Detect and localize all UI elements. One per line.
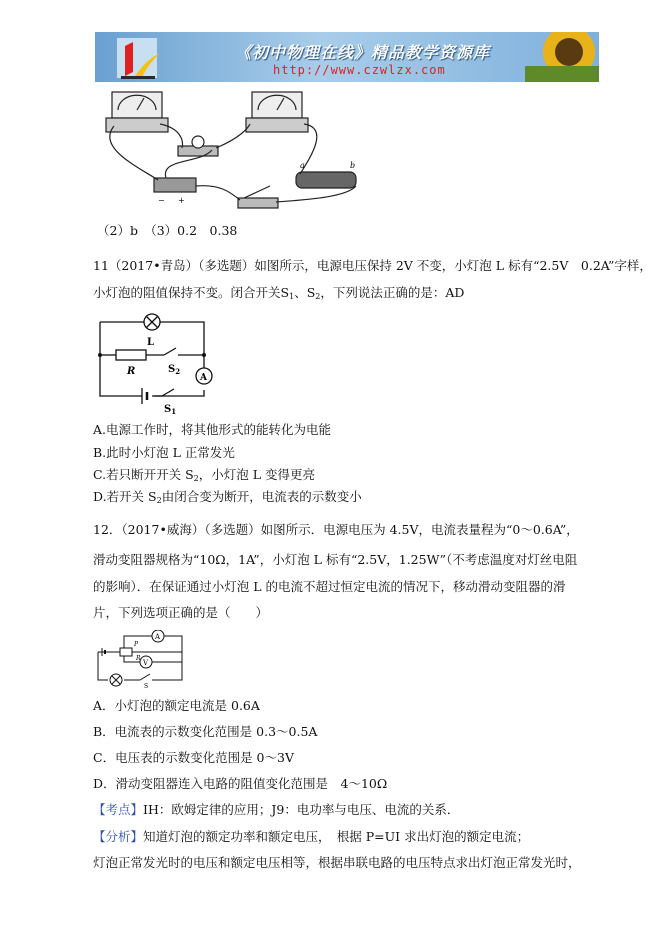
q12-line4: 片，下列选项正确的是（ ）: [93, 605, 269, 620]
q10-answer: （2）b （3）0.2 0.38: [97, 223, 238, 238]
q11-option-b: B.此时小灯泡 L 正常发光: [93, 445, 235, 460]
label-R2: R: [136, 655, 141, 662]
banner-url: http://www.czwlzx.com: [273, 63, 446, 77]
header-banner: [95, 32, 599, 82]
banner-title: 《初中物理在线》精品教学资源库: [235, 43, 491, 62]
label-minus: −: [158, 196, 165, 205]
q11-circuit: [94, 310, 224, 416]
label-V-meter: V: [143, 659, 149, 667]
q12-kaodian: 【考点】IH：欧姆定律的应用；J9：电功率与电压、电流的关系．: [93, 802, 460, 817]
q12-line1: 12．（2017•威海）（多选题）如图所示．电源电压为 4.5V，电流表量程为“0～0.6A”，: [93, 522, 579, 537]
apparatus-diagram: [100, 88, 370, 213]
q12-fenxi: 【分析】知道灯泡的额定功率和额定电压， 根据 P=UI 求出灯泡的额定电流；: [93, 829, 530, 844]
label-S2: $S_2$: [168, 364, 181, 376]
q11-line1: 11（2017•青岛）（多选题）如图所示，电源电压保持 2V 不变，小灯泡 L 标有“2.5V 0.2A”字样，: [93, 258, 652, 273]
q12-line3: 的影响）．在保证通过小灯泡 L 的电流不超过恒定电流的情况下，移动滑动变阻器的滑: [93, 579, 566, 594]
kaodian-tag: 【考点】: [93, 802, 144, 817]
fenxi-tag: 【分析】: [93, 829, 144, 844]
label-A-meter: A: [155, 633, 161, 641]
label-R: R: [127, 366, 136, 377]
label-A: A: [200, 373, 207, 383]
q11-option-c: C.若只断开开关 $S_2$，小灯泡 L 变得更亮: [93, 467, 315, 483]
q12-circuit: [94, 630, 186, 688]
label-P: P: [134, 641, 139, 648]
logo-icon: [117, 38, 159, 79]
label-b: b: [350, 161, 356, 170]
label-S1: $S_1$: [164, 404, 177, 416]
q11-option-d: D.若开关 $S_2$由闭合变为断开，电流表的示数变小: [93, 489, 362, 505]
label-S: S: [144, 683, 149, 688]
label-a: a: [300, 161, 305, 170]
q12-analysis-line: 灯泡正常发光时的电压和额定电压相等，根据串联电路的电压特点求出灯泡正常发光时，: [93, 855, 581, 870]
q11-line2: 小灯泡的阻值保持不变。闭合开关$S_1$、$S_2$，下列说法正确的是：AD: [93, 285, 465, 301]
label-L: L: [147, 337, 155, 348]
q12-line2: 滑动变阻器规格为“10Ω，1A”，小灯泡 L 标有“2.5V，1.25W”（不考虑温度对灯丝电阻: [93, 552, 578, 567]
q12-option-d: D．滑动变阻器连入电路的阻值变化范围是 4～10Ω: [93, 776, 388, 791]
label-plus: +: [178, 196, 185, 205]
q12-option-a: A．小灯泡的额定电流是 0.6A: [93, 698, 260, 713]
q12-option-b: B．电流表的示数变化范围是 0.3～0.5A: [93, 724, 318, 739]
q12-option-c: C．电压表的示数变化范围是 0～3V: [93, 750, 294, 765]
q11-option-a: A.电源工作时，将其他形式的能转化为电能: [93, 422, 332, 437]
